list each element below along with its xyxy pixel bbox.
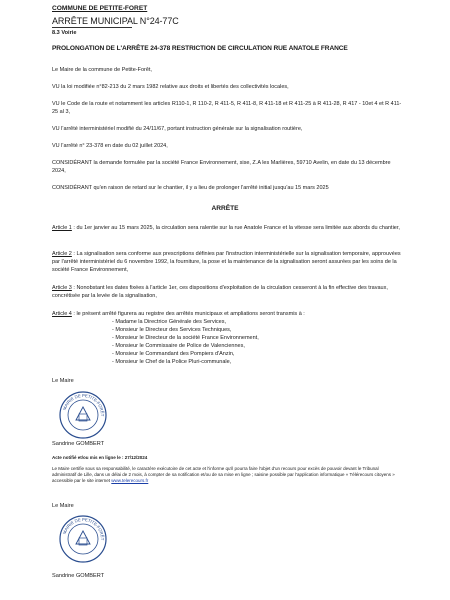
intro-line: Le Maire de la commune de Petite-Forêt,	[52, 67, 152, 73]
recipient-item: - Monsieur le Commissaire de Police de Valenciennes,	[112, 343, 245, 349]
signatory-name-2: Sandrine GOMBERT	[52, 573, 105, 579]
article-1-label: Article 1	[52, 225, 72, 231]
seal-lettering: MAIRIE DE PETITE-FORÊT	[61, 392, 106, 417]
visa-1: VU la loi modifiée n°82-213 du 2 mars 1982 relative aux droits et libertés des collectivités locales,	[52, 84, 289, 90]
commune-name: COMMUNE DE PETITE-FORET	[52, 5, 148, 12]
article-2-text: : La signalisation sera conforme aux prescriptions définies par l'instruction interministérielle sur la signalisation temporaire, approuvées par l'arrêté interministériel du 6 novembre 1992, la fourniture, la pose et la maintenance de la signalisation seront assurées par les soins de la société France Environnement,	[52, 251, 401, 273]
signature-role-2: Le Maire	[52, 503, 74, 509]
signature-role: Le Maire	[52, 378, 74, 384]
article-2-label: Article 2	[52, 251, 72, 257]
recipient-item: - Monsieur le Directeur des Services Techniques,	[112, 327, 232, 333]
recipient-item: - Monsieur le Commandant des Pompiers d'Anzin,	[112, 351, 235, 357]
article-3	[52, 284, 402, 300]
article-4-text: : le présent arrêté figurera au registre des arrêtés municipaux et ampliations seront transmis à :	[71, 311, 305, 317]
article-3-label: Article 3	[52, 285, 72, 291]
legal-notice	[52, 466, 402, 484]
recipient-item: - Monsieur le Directeur de la société France Environnement,	[112, 335, 259, 341]
recipient-item: - Monsieur le Chef de la Police Pluri-communale,	[112, 359, 232, 365]
document-title: PROLONGATION DE L'ARRÊTE 24-378 RESTRICTION DE CIRCULATION RUE ANATOLE FRANCE	[52, 45, 348, 52]
visa-2: VU le Code de la route et notamment les articles R110-1, R 110-2, R 411-5, R 411-8, R 411-18 et R 411-25 à R 411-28, R 417 - 10et 4 et R 411- 25 al 3,	[52, 101, 402, 115]
visa-4: VU l'arrêté n° 23-378 en date du 02 juillet 2024,	[52, 143, 168, 149]
arrete-number: ARRÊTE MUNICIPAL N°24-77C	[52, 16, 179, 26]
article-4	[52, 310, 402, 318]
signatory-name: Sandrine GOMBERT	[52, 441, 105, 447]
article-4-label: Article 4	[52, 311, 72, 317]
visa-3: VU l'arrêté interministériel modifié du 24/11/67, portant instruction générale sur la signalisation routière,	[52, 126, 303, 132]
article-1-text: : du 1er janvier au 15 mars 2025, la circulation sera ralentie sur la rue Anatole France et la vitesse sera limitée aux abords du chantier,	[71, 225, 400, 231]
recipients-list	[112, 318, 259, 366]
legal-notice-text: Le Maire certifie sous sa responsabilité, le caractère exécutoire de cet acte et l'informe qu'il pourra faire l'objet d'un recours pour excès de pouvoir devant le Tribunal administratif de Lille, dans un délai de 2 mois, à compter de sa notification et/ou de sa mise en ligne ; saisine possible par l'application informatique « Télérecours citoyens » accessible par le site internet	[52, 466, 395, 483]
telerecours-link[interactable]: www.telerecours.fr	[111, 478, 149, 483]
visa-6: CONSIDÉRANT qu'en raison de retard sur le chantier, il y a lieu de prolonger l'arrêté initial jusqu'au 15 mars 2025	[52, 185, 329, 191]
mairie-seal-image	[58, 390, 108, 440]
subject-code: 8.3 Voirie	[52, 30, 77, 36]
recipient-item: - Madame la Directrice Générale des Services,	[112, 319, 227, 325]
article-1	[52, 224, 402, 232]
arrete-heading: ARRÊTE	[211, 205, 239, 212]
article-3-text: : Nonobstant les dates fixées à l'article 1er, ces dispositions d'exploitation de la circulation cesseront à la fin effective des travaux, concrétisée par la levée de la signalisation,	[52, 285, 388, 299]
visa-5: CONSIDÉRANT la demande formulée par la société France Environnement, sise, Z.A les Marlières, 59710 Avelin, en date du 13 décembre 2024,	[52, 160, 391, 174]
seal-lettering-2: MAIRIE DE PETITE-FORÊT	[61, 516, 106, 541]
arrete-number-underline	[52, 27, 132, 28]
acte-notification: Acte notifié et/ou mis en ligne le : 27/12/2024	[52, 455, 148, 460]
mairie-seal-image-2	[58, 514, 108, 564]
article-2	[52, 250, 402, 274]
